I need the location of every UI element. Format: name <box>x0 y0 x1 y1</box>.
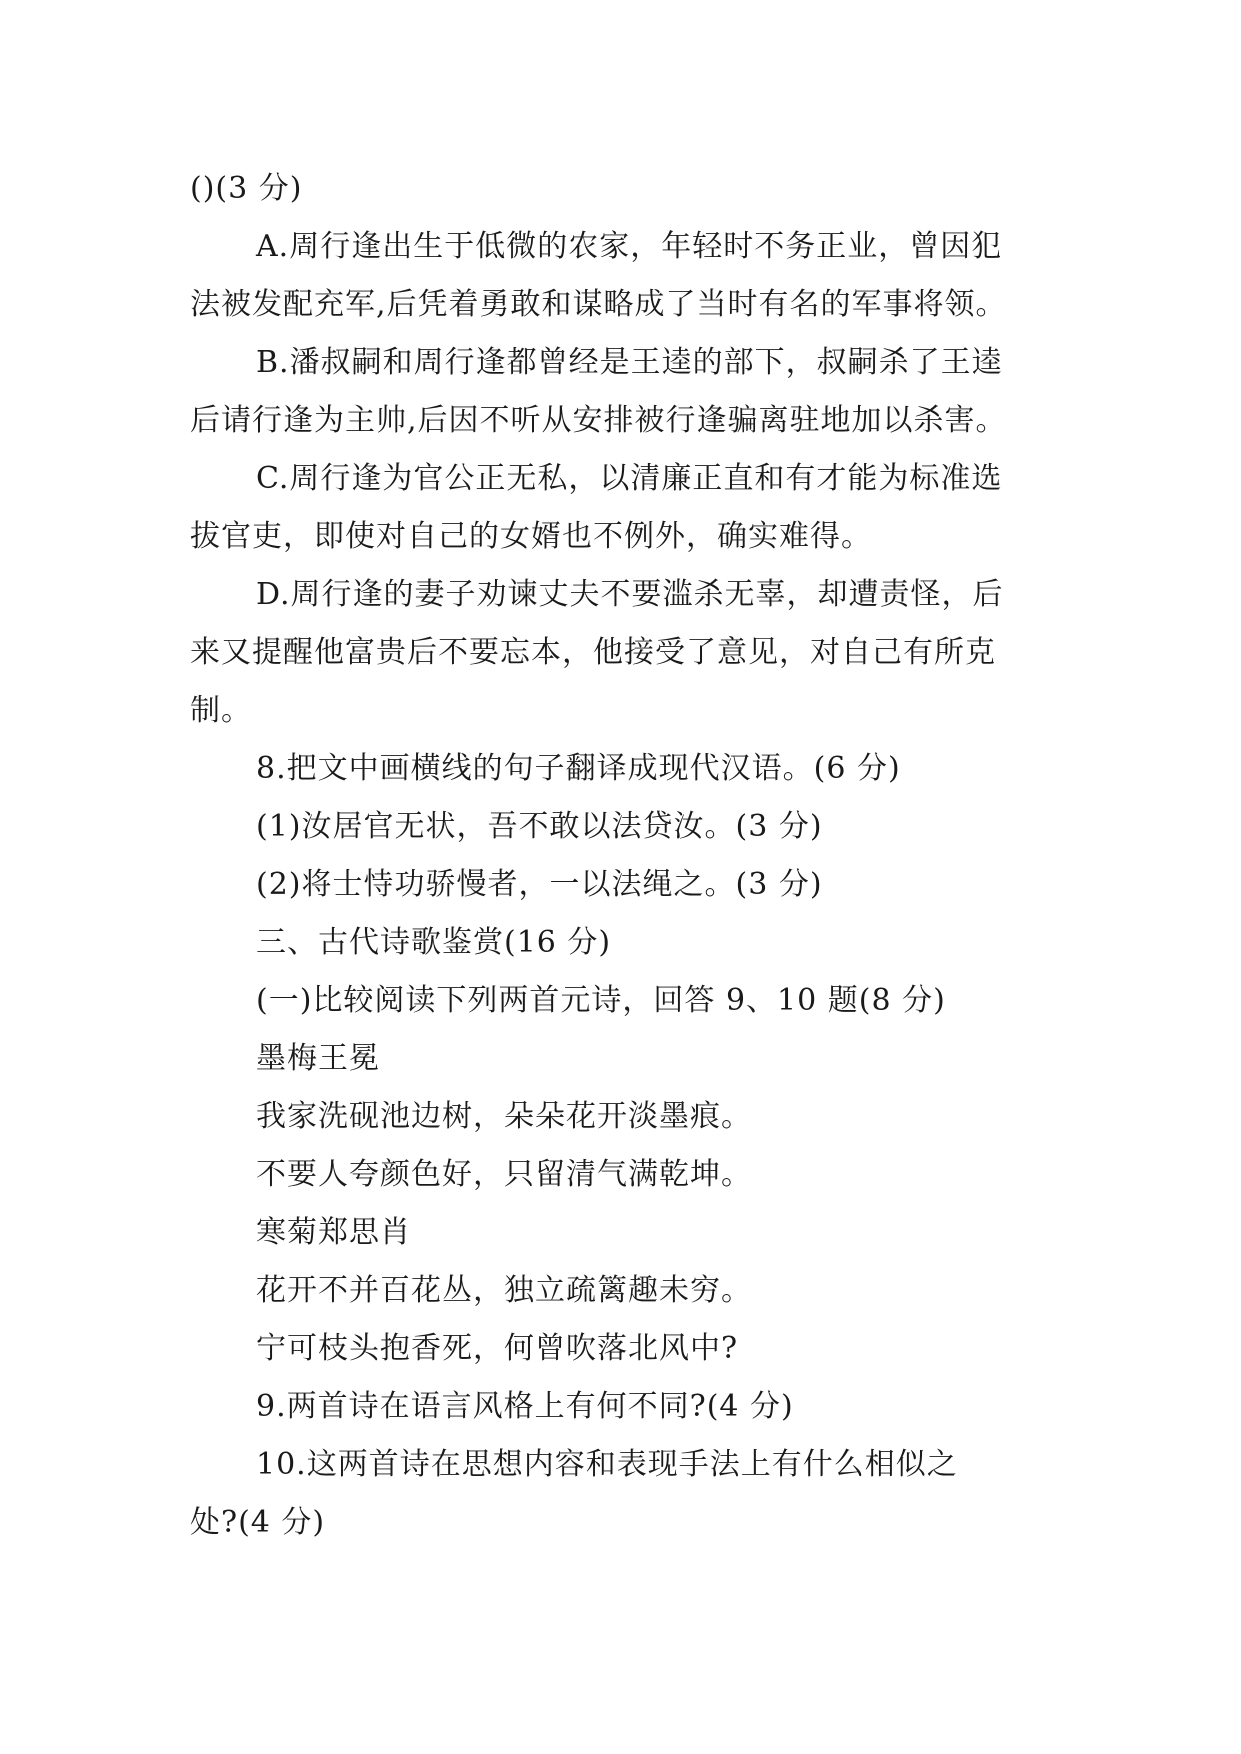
subsection-heading: (一)比较阅读下列两首元诗，回答 9、10 题(8 分) <box>256 983 946 1018</box>
poem-1-line-2: 不要人夸颜色好，只留清气满乾坤。 <box>256 1157 752 1192</box>
question-9: 9.两首诗在语言风格上有何不同?(4 分) <box>256 1389 794 1424</box>
option-a-line: A.周行逢出生于低微的农家，年轻时不务正业，曾因犯 <box>256 229 1003 264</box>
poem-2-line-2: 宁可枝头抱香死，何曾吹落北风中? <box>256 1331 739 1366</box>
option-b-continuation: 后请行逢为主帅,后因不听从安排被行逢骗离驻地加以杀害。 <box>190 403 1007 438</box>
text-line: ()(3 分) <box>190 171 303 206</box>
section-heading: 三、古代诗歌鉴赏(16 分) <box>256 925 612 960</box>
poem-2-line-1: 花开不并百花丛，独立疏篱趣未穷。 <box>256 1273 752 1308</box>
question-8-part-1: (1)汝居官无状，吾不敢以法贷汝。(3 分) <box>256 809 823 844</box>
option-c-continuation: 拔官吏，即使对自己的女婿也不例外，确实难得。 <box>190 519 872 554</box>
option-c-line: C.周行逢为官公正无私，以清廉正直和有才能为标准选 <box>256 461 1003 496</box>
poem-1-line-1: 我家洗砚池边树，朵朵花开淡墨痕。 <box>256 1099 752 1134</box>
question-10: 10.这两首诗在思想内容和表现手法上有什么相似之 <box>256 1447 958 1482</box>
poem-1-title: 墨梅王冕 <box>256 1041 380 1076</box>
option-d-line: D.周行逢的妻子劝谏丈夫不要滥杀无辜，却遭责怪，后 <box>256 577 1004 612</box>
option-d-continuation: 来又提醒他富贵后不要忘本，他接受了意见，对自己有所克 <box>190 635 996 670</box>
document-body <box>190 160 1060 1552</box>
poem-2-title: 寒菊郑思肖 <box>256 1215 411 1250</box>
question-8-part-2: (2)将士恃功骄慢者，一以法绳之。(3 分) <box>256 867 823 902</box>
option-d-continuation-end: 制。 <box>190 693 252 728</box>
option-a-continuation: 法被发配充军,后凭着勇敢和谋略成了当时有名的军事将领。 <box>190 287 1007 322</box>
question-8: 8.把文中画横线的句子翻译成现代汉语。(6 分) <box>256 751 901 786</box>
option-b-line: B.潘叔嗣和周行逢都曾经是王逵的部下，叔嗣杀了王逵 <box>256 345 1003 380</box>
question-10-continuation: 处?(4 分) <box>190 1505 326 1540</box>
